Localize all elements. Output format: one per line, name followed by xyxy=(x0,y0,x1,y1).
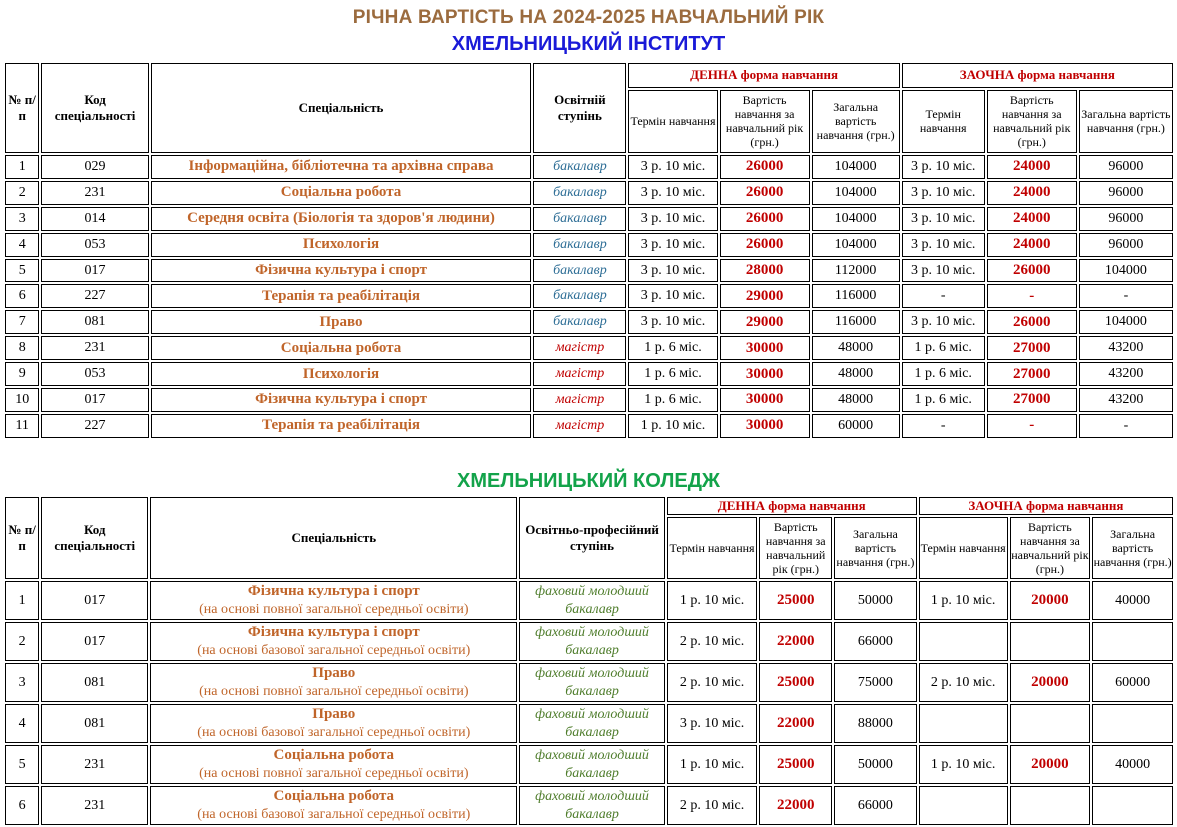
extramural-annual-price: 27000 xyxy=(987,388,1077,412)
day-annual-price: 22000 xyxy=(759,622,832,661)
table-row xyxy=(5,622,1173,661)
extramural-annual-price: - xyxy=(987,414,1077,438)
table-row xyxy=(5,259,1173,283)
extramural-annual-price: 24000 xyxy=(987,155,1077,179)
specialty-basis: (на основі повної загальної середньої освіти) xyxy=(199,766,469,781)
day-term: 2 р. 10 міс. xyxy=(667,622,758,661)
header-specialty: Спеціальність xyxy=(150,497,517,579)
specialty-code: 231 xyxy=(41,745,148,784)
table-row xyxy=(5,581,1173,620)
header-day-term: Термін навчання xyxy=(628,90,717,153)
day-term: 3 р. 10 міс. xyxy=(628,259,717,283)
day-term: 3 р. 10 міс. xyxy=(628,207,717,231)
extramural-annual-price: - xyxy=(987,284,1077,308)
table-row xyxy=(5,155,1173,179)
college-table xyxy=(3,495,1175,827)
extramural-total-price: 104000 xyxy=(1079,310,1173,334)
specialty-code: 231 xyxy=(41,181,148,205)
table-row xyxy=(5,388,1173,412)
table-row xyxy=(5,336,1173,360)
day-term: 3 р. 10 міс. xyxy=(628,233,717,257)
day-annual-price: 26000 xyxy=(720,233,810,257)
extramural-term: - xyxy=(902,284,985,308)
row-number: 1 xyxy=(5,155,39,179)
extramural-term xyxy=(919,704,1008,743)
extramural-term: 1 р. 6 міс. xyxy=(902,336,985,360)
day-total-price: 48000 xyxy=(812,388,900,412)
specialty-name: Соціальна робота xyxy=(151,181,532,205)
extramural-term: 3 р. 10 міс. xyxy=(902,207,985,231)
day-annual-price: 25000 xyxy=(759,581,832,620)
degree: фаховий молодший бакалавр xyxy=(519,581,664,620)
day-total-price: 48000 xyxy=(812,362,900,386)
institute-title: ХМЕЛЬНИЦЬКИЙ ІНСТИТУТ xyxy=(451,33,726,55)
extramural-annual-price: 20000 xyxy=(1010,663,1091,702)
row-number: 11 xyxy=(5,414,39,438)
specialty-name: Соціальна робота xyxy=(273,788,395,804)
specialty-basis: (на основі повної загальної середньої освіти) xyxy=(199,684,469,699)
day-annual-price: 30000 xyxy=(720,388,810,412)
extramural-annual-price xyxy=(1010,704,1091,743)
header-day-annual: Вартість навчання за навчальний рік (грн.) xyxy=(720,90,810,153)
extramural-total-price: 40000 xyxy=(1092,581,1173,620)
header-day-form: ДЕННА форма навчання xyxy=(667,497,917,515)
header-extramural-form: ЗАОЧНА форма навчання xyxy=(902,63,1173,88)
specialty-code: 227 xyxy=(41,414,148,438)
table-row xyxy=(5,745,1173,784)
extramural-total-price: 96000 xyxy=(1079,233,1173,257)
degree: фаховий молодший бакалавр xyxy=(519,786,664,825)
degree: бакалавр xyxy=(533,207,626,231)
day-term: 1 р. 6 міс. xyxy=(628,362,717,386)
row-number: 9 xyxy=(5,362,39,386)
table-row xyxy=(5,414,1173,438)
degree: магістр xyxy=(533,336,626,360)
day-total-price: 104000 xyxy=(812,207,900,231)
header-ext-annual: Вартість навчання за навчальний рік (грн.) xyxy=(987,90,1077,153)
row-number: 5 xyxy=(5,259,39,283)
specialty-cell xyxy=(150,704,517,743)
extramural-annual-price: 20000 xyxy=(1010,581,1091,620)
degree: фаховий молодший бакалавр xyxy=(519,704,664,743)
row-number: 4 xyxy=(5,704,39,743)
specialty-code: 017 xyxy=(41,388,148,412)
extramural-annual-price: 26000 xyxy=(987,310,1077,334)
table-row xyxy=(5,181,1173,205)
extramural-term: 1 р. 6 міс. xyxy=(902,388,985,412)
day-total-price: 50000 xyxy=(834,745,917,784)
day-annual-price: 22000 xyxy=(759,704,832,743)
specialty-code: 053 xyxy=(41,233,148,257)
degree: фаховий молодший бакалавр xyxy=(519,745,664,784)
day-total-price: 50000 xyxy=(834,581,917,620)
specialty-cell xyxy=(150,663,517,702)
extramural-total-price xyxy=(1092,622,1173,661)
extramural-term: 1 р. 6 міс. xyxy=(902,362,985,386)
day-total-price: 60000 xyxy=(812,414,900,438)
specialty-name: Соціальна робота xyxy=(273,747,395,763)
row-number: 6 xyxy=(5,284,39,308)
specialty-basis: (на основі базової загальної середньої освіти) xyxy=(197,807,471,822)
extramural-total-price: 96000 xyxy=(1079,181,1173,205)
specialty-code: 231 xyxy=(41,336,148,360)
extramural-total-price xyxy=(1092,786,1173,825)
extramural-total-price: 96000 xyxy=(1079,207,1173,231)
specialty-cell xyxy=(150,581,517,620)
extramural-total-price: 43200 xyxy=(1079,388,1173,412)
extramural-term xyxy=(919,622,1008,661)
specialty-name: Психологія xyxy=(151,362,532,386)
header-specialty: Спеціальність xyxy=(151,63,532,153)
day-term: 3 р. 10 міс. xyxy=(667,704,758,743)
specialty-code: 081 xyxy=(41,310,148,334)
degree: магістр xyxy=(533,388,626,412)
extramural-total-price: 104000 xyxy=(1079,259,1173,283)
extramural-annual-price: 24000 xyxy=(987,207,1077,231)
specialty-name: Фізична культура і спорт xyxy=(247,624,420,640)
day-annual-price: 29000 xyxy=(720,284,810,308)
degree: магістр xyxy=(533,414,626,438)
page-title: РІЧНА ВАРТІСТЬ НА 2024-2025 НАВЧАЛЬНИЙ РІК xyxy=(352,7,825,28)
specialty-code: 081 xyxy=(41,663,148,702)
extramural-term: - xyxy=(902,414,985,438)
table-row xyxy=(5,786,1173,825)
extramural-total-price: 60000 xyxy=(1092,663,1173,702)
table-row xyxy=(5,310,1173,334)
specialty-cell xyxy=(150,745,517,784)
day-annual-price: 25000 xyxy=(759,745,832,784)
header-degree: Освітній ступінь xyxy=(533,63,626,153)
header-code: Код спеціальності xyxy=(41,497,148,579)
table-row xyxy=(5,663,1173,702)
extramural-annual-price: 24000 xyxy=(987,181,1077,205)
day-annual-price: 30000 xyxy=(720,362,810,386)
specialty-cell xyxy=(150,622,517,661)
table-row xyxy=(5,704,1173,743)
day-term: 3 р. 10 міс. xyxy=(628,155,717,179)
extramural-term xyxy=(919,786,1008,825)
degree: бакалавр xyxy=(533,259,626,283)
day-annual-price: 26000 xyxy=(720,155,810,179)
day-total-price: 104000 xyxy=(812,233,900,257)
degree: бакалавр xyxy=(533,155,626,179)
row-number: 7 xyxy=(5,310,39,334)
day-annual-price: 26000 xyxy=(720,181,810,205)
header-extramural-form: ЗАОЧНА форма навчання xyxy=(919,497,1173,515)
day-total-price: 112000 xyxy=(812,259,900,283)
day-term: 1 р. 10 міс. xyxy=(667,745,758,784)
header-ext-term: Термін навчання xyxy=(919,517,1008,579)
row-number: 4 xyxy=(5,233,39,257)
specialty-code: 014 xyxy=(41,207,148,231)
table-row xyxy=(5,362,1173,386)
day-term: 1 р. 10 міс. xyxy=(667,581,758,620)
header-day-form: ДЕННА форма навчання xyxy=(628,63,899,88)
college-title: ХМЕЛЬНИЦЬКИЙ КОЛЕДЖ xyxy=(456,470,721,492)
extramural-total-price: 96000 xyxy=(1079,155,1173,179)
day-term: 2 р. 10 міс. xyxy=(667,786,758,825)
degree: магістр xyxy=(533,362,626,386)
header-day-term: Термін навчання xyxy=(667,517,758,579)
day-total-price: 88000 xyxy=(834,704,917,743)
extramural-total-price: 43200 xyxy=(1079,336,1173,360)
extramural-term: 3 р. 10 міс. xyxy=(902,233,985,257)
specialty-code: 017 xyxy=(41,581,148,620)
row-number: 6 xyxy=(5,786,39,825)
degree: бакалавр xyxy=(533,181,626,205)
day-term: 3 р. 10 міс. xyxy=(628,181,717,205)
extramural-term: 1 р. 10 міс. xyxy=(919,745,1008,784)
specialty-name: Соціальна робота xyxy=(151,336,532,360)
extramural-annual-price: 24000 xyxy=(987,233,1077,257)
row-number: 3 xyxy=(5,663,39,702)
day-total-price: 66000 xyxy=(834,786,917,825)
extramural-term: 3 р. 10 міс. xyxy=(902,259,985,283)
specialty-code: 227 xyxy=(41,284,148,308)
day-annual-price: 29000 xyxy=(720,310,810,334)
extramural-term: 2 р. 10 міс. xyxy=(919,663,1008,702)
specialty-code: 053 xyxy=(41,362,148,386)
specialty-name: Терапія та реабілітація xyxy=(151,414,532,438)
extramural-annual-price xyxy=(1010,622,1091,661)
header-day-total: Загальна вартість навчання (грн.) xyxy=(812,90,900,153)
extramural-annual-price: 26000 xyxy=(987,259,1077,283)
extramural-term: 3 р. 10 міс. xyxy=(902,181,985,205)
extramural-total-price: 40000 xyxy=(1092,745,1173,784)
degree: бакалавр xyxy=(533,233,626,257)
specialty-cell xyxy=(150,786,517,825)
day-annual-price: 28000 xyxy=(720,259,810,283)
degree: фаховий молодший бакалавр xyxy=(519,622,664,661)
header-num: № п/п xyxy=(5,497,39,579)
day-total-price: 66000 xyxy=(834,622,917,661)
specialty-name: Середня освіта (Біологія та здоров'я людини) xyxy=(151,207,532,231)
header-day-total: Загальна вартість навчання (грн.) xyxy=(834,517,917,579)
row-number: 8 xyxy=(5,336,39,360)
day-annual-price: 30000 xyxy=(720,414,810,438)
specialty-name: Право xyxy=(312,706,356,722)
degree: бакалавр xyxy=(533,284,626,308)
header-day-annual: Вартість навчання за навчальний рік (грн.) xyxy=(759,517,832,579)
row-number: 10 xyxy=(5,388,39,412)
specialty-name: Інформаційна, бібліотечна та архівна справа xyxy=(151,155,532,179)
specialty-basis: (на основі повної загальної середньої освіти) xyxy=(199,602,469,617)
specialty-code: 081 xyxy=(41,704,148,743)
row-number: 3 xyxy=(5,207,39,231)
specialty-basis: (на основі базової загальної середньої освіти) xyxy=(197,643,471,658)
day-annual-price: 26000 xyxy=(720,207,810,231)
row-number: 2 xyxy=(5,181,39,205)
day-annual-price: 22000 xyxy=(759,786,832,825)
extramural-total-price xyxy=(1092,704,1173,743)
header-ext-annual: Вартість навчання за навчальний рік (грн.) xyxy=(1010,517,1091,579)
specialty-name: Терапія та реабілітація xyxy=(151,284,532,308)
degree: бакалавр xyxy=(533,310,626,334)
specialty-name: Психологія xyxy=(151,233,532,257)
degree: фаховий молодший бакалавр xyxy=(519,663,664,702)
extramural-term: 3 р. 10 міс. xyxy=(902,310,985,334)
table-row xyxy=(5,233,1173,257)
extramural-total-price: - xyxy=(1079,414,1173,438)
extramural-annual-price: 27000 xyxy=(987,336,1077,360)
extramural-annual-price xyxy=(1010,786,1091,825)
extramural-annual-price: 20000 xyxy=(1010,745,1091,784)
day-total-price: 104000 xyxy=(812,181,900,205)
specialty-name: Право xyxy=(312,665,356,681)
extramural-term: 3 р. 10 міс. xyxy=(902,155,985,179)
table-row xyxy=(5,284,1173,308)
specialty-code: 017 xyxy=(41,259,148,283)
day-term: 1 р. 6 міс. xyxy=(628,388,717,412)
specialty-code: 017 xyxy=(41,622,148,661)
day-total-price: 75000 xyxy=(834,663,917,702)
header-num: № п/п xyxy=(5,63,39,153)
extramural-total-price: - xyxy=(1079,284,1173,308)
day-total-price: 104000 xyxy=(812,155,900,179)
day-total-price: 116000 xyxy=(812,310,900,334)
specialty-name: Фізична культура і спорт xyxy=(151,388,532,412)
day-term: 3 р. 10 міс. xyxy=(628,310,717,334)
day-total-price: 116000 xyxy=(812,284,900,308)
day-total-price: 48000 xyxy=(812,336,900,360)
header-ext-total: Загальна вартість навчання (грн.) xyxy=(1092,517,1173,579)
row-number: 2 xyxy=(5,622,39,661)
day-term: 3 р. 10 міс. xyxy=(628,284,717,308)
day-annual-price: 30000 xyxy=(720,336,810,360)
specialty-code: 029 xyxy=(41,155,148,179)
header-ext-term: Термін навчання xyxy=(902,90,985,153)
specialty-name: Фізична культура і спорт xyxy=(247,583,420,599)
institute-table xyxy=(3,61,1175,440)
header-ext-total: Загальна вартість навчання (грн.) xyxy=(1079,90,1173,153)
day-term: 1 р. 6 міс. xyxy=(628,336,717,360)
row-number: 1 xyxy=(5,581,39,620)
specialty-code: 231 xyxy=(41,786,148,825)
extramural-annual-price: 27000 xyxy=(987,362,1077,386)
extramural-term: 1 р. 10 міс. xyxy=(919,581,1008,620)
specialty-name: Право xyxy=(151,310,532,334)
specialty-name: Фізична культура і спорт xyxy=(151,259,532,283)
header-code: Код спеціальності xyxy=(41,63,148,153)
day-term: 2 р. 10 міс. xyxy=(667,663,758,702)
specialty-basis: (на основі базової загальної середньої освіти) xyxy=(197,725,471,740)
header-degree: Освітньо-професійний ступінь xyxy=(519,497,664,579)
extramural-total-price: 43200 xyxy=(1079,362,1173,386)
day-annual-price: 25000 xyxy=(759,663,832,702)
day-term: 1 р. 10 міс. xyxy=(628,414,717,438)
row-number: 5 xyxy=(5,745,39,784)
table-row xyxy=(5,207,1173,231)
